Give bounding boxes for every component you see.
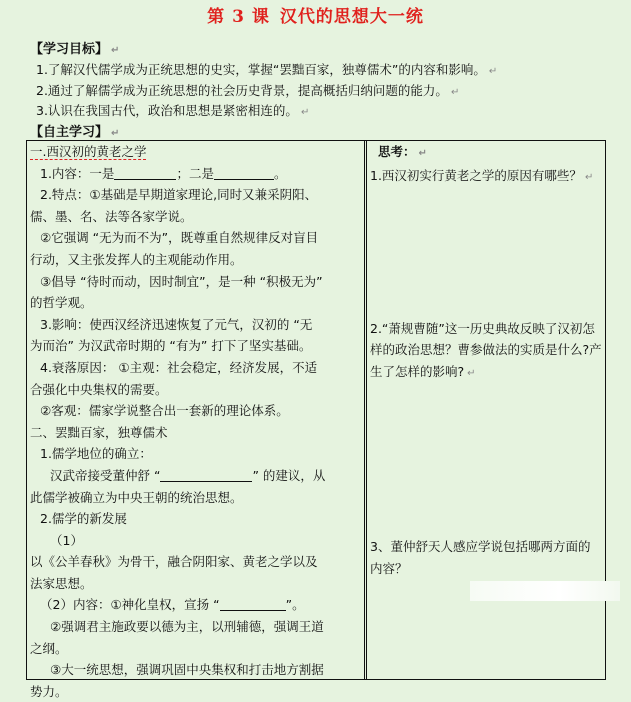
answer-space[interactable] [370, 385, 602, 515]
goal-item-3: 3.认识在我国古代，政治和思想是紧密相连的。 ↵ [36, 103, 310, 118]
fill-blank[interactable] [160, 469, 252, 482]
notes-line: ③倡导 “待时而动，因时制宜”，是一种 “积极无为” [40, 273, 323, 289]
paragraph-mark-icon: ↵ [450, 87, 460, 98]
goal-item-1: 1.了解汉代儒学成为正统思想的史实，掌握“罢黜百家，独尊儒术”的内容和影响。 ↵ [36, 62, 498, 77]
erased-blot [370, 579, 602, 601]
lesson-number: 第 3 课 [207, 7, 270, 27]
notes-line: 儒、墨、名、法等各家学说。 [30, 208, 193, 224]
notes-line: 法家思想。 [30, 575, 93, 591]
notes-line: 汉武帝接受董仲舒 “ ” 的建议，从 [50, 467, 326, 483]
answer-space[interactable] [370, 188, 602, 296]
paragraph-mark-icon: ↵ [467, 367, 476, 379]
paragraph-mark-icon: ↵ [111, 128, 120, 139]
notes-line: 1.儒学地位的确立： [40, 446, 152, 462]
column-divider [364, 140, 367, 680]
question-1: 1.西汉初实行黄老之学的原因有哪些？ ↵ [370, 167, 594, 183]
paragraph-mark-icon: ↵ [418, 148, 427, 159]
notes-line: 的哲学观。 [30, 295, 93, 311]
section-1-title: 一.西汉初的黄老之学 [30, 144, 147, 159]
notes-line: （1） [50, 532, 83, 548]
notes-line: 行动，又主张发挥人的主观能动作用。 [30, 251, 243, 267]
notes-line: 以《公羊春秋》为骨干，融合阴阳家、黄老之学以及 [30, 554, 318, 570]
notes-line: ②它强调 “无为而不为”，既尊重自然规律反对盲目 [40, 230, 319, 246]
self-study-heading: 【自主学习】 ↵ [30, 125, 120, 140]
goal-item-2: 2.通过了解儒学成为正统思想的社会历史背景，提高概括归纳问题的能力。 ↵ [36, 83, 460, 98]
lesson-title [0, 2, 631, 27]
thinking-column [370, 141, 602, 601]
paragraph-mark-icon: ↵ [488, 66, 498, 77]
goals-heading: 【学习目标】 ↵ [30, 42, 120, 57]
paragraph-mark-icon: ↵ [584, 171, 594, 183]
notes-line: 势力。 [30, 683, 68, 699]
notes-line: 合强化中央集权的需要。 [30, 381, 168, 397]
paragraph-mark-icon: ↵ [111, 45, 120, 56]
notes-line: ③大一统思想，强调巩固中央集权和打击地方割据 [50, 662, 324, 678]
notes-column [30, 141, 360, 702]
fill-blank[interactable] [214, 167, 274, 180]
notes-line: 4.衰落原因： ①主观：社会稳定，经济发展，不适 [40, 359, 318, 375]
notes-line: （2）内容：①神化皇权，宣扬 “ ”。 [40, 597, 305, 613]
notes-line: ②强调君主施政要以德为主，以刑辅德，强调王道 [50, 619, 324, 635]
notes-line: 1.内容：一是 ；二是 。 [40, 165, 287, 181]
notes-line: 之纲。 [30, 640, 68, 656]
section-2-title: 二、罢黜百家，独尊儒术 [30, 424, 168, 440]
fill-blank[interactable] [114, 167, 176, 180]
fill-blank[interactable] [220, 598, 286, 611]
question-3: 3、董仲舒天人感应学说包括哪两方面的内容？ [370, 539, 591, 576]
notes-line: ②客观：儒家学说整合出一套新的理论体系。 [40, 403, 289, 419]
lesson-name: 汉代的思想大一统 [279, 7, 424, 27]
think-label: 思考： ↵ [378, 144, 427, 159]
notes-line: 3.影响：使西汉经济迅速恢复了元气，汉初的 “无 [40, 316, 313, 332]
notes-line: 2.特点：①基础是早期道家理论,同时又兼采阴阳、 [40, 187, 318, 203]
notes-line: 2.儒学的新发展 [40, 511, 127, 527]
notes-line: 为而治” 为汉武帝时期的 “有为” 打下了坚实基础。 [30, 338, 312, 354]
notes-line: 此儒学被确立为中央王朝的统治思想。 [30, 489, 243, 505]
question-2: 2.“萧规曹随”这一历史典故反映了汉初怎样的政治思想？曹参做法的实质是什么?产生了怎样的影响? ↵ [370, 320, 602, 379]
paragraph-mark-icon: ↵ [300, 107, 310, 118]
